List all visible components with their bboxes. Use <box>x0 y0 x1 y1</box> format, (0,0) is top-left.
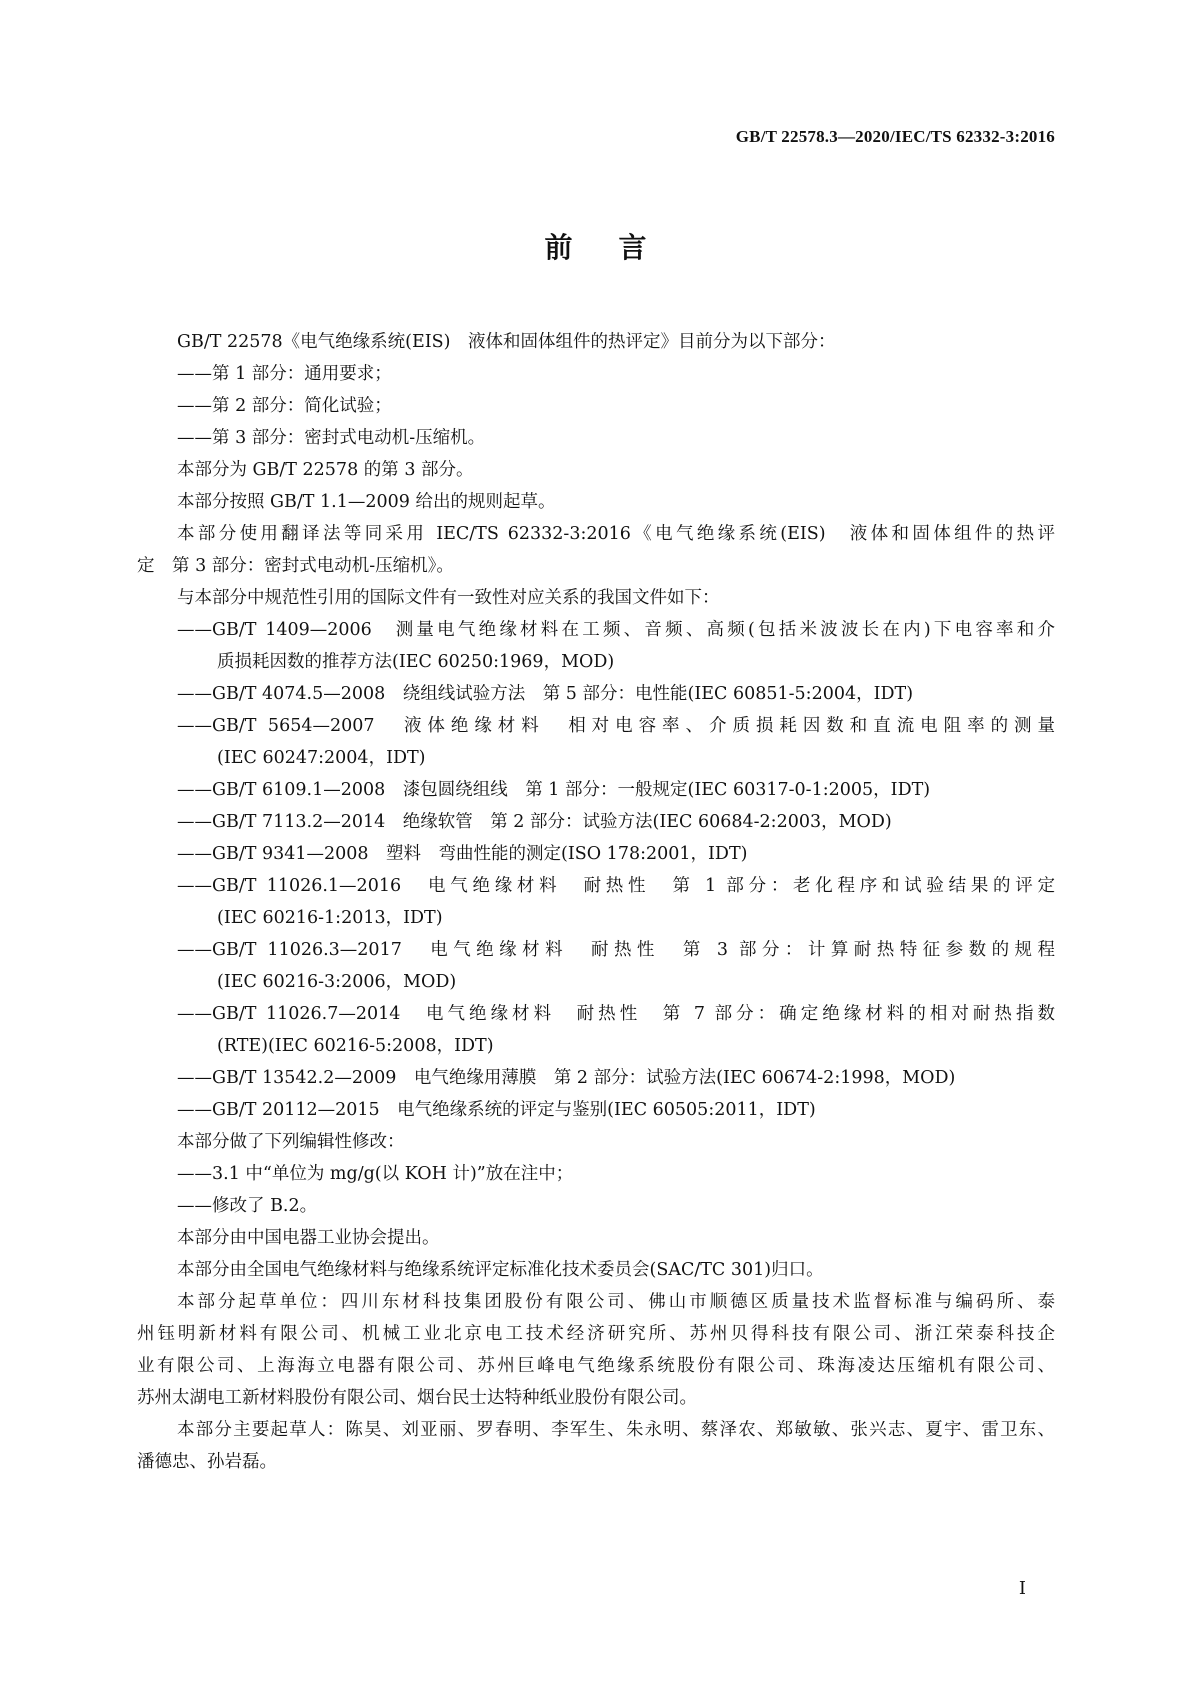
text-line: 本部分做了下列编辑性修改： <box>177 1132 405 1152</box>
text-line: 本部分主要起草人：陈昊、刘亚丽、罗春明、李军生、朱永明、蔡泽农、郑敏敏、张兴志、夏宇、雷卫东、 <box>177 1420 1055 1440</box>
text-line: ——GB/T 11026.3—2017 电气绝缘材料 耐热性 第 3 部分：计算耐热特征参数的规程 <box>177 940 1055 960</box>
text-line: ——GB/T 20112—2015 电气绝缘系统的评定与鉴别(IEC 60505:2011，IDT) <box>177 1100 816 1120</box>
text-line: ——第 1 部分：通用要求； <box>177 364 392 384</box>
text-line: ——GB/T 11026.7—2014 电气绝缘材料 耐热性 第 7 部分：确定绝缘材料的相对耐热指数 <box>177 1004 1055 1024</box>
text-line: 本部分为 GB/T 22578 的第 3 部分。 <box>177 460 474 480</box>
text-line: 业有限公司、上海海立电器有限公司、苏州巨峰电气绝缘系统股份有限公司、珠海凌达压缩机有限公司、 <box>137 1356 1055 1376</box>
text-line: ——GB/T 4074.5—2008 绕组线试验方法 第 5 部分：电性能(IEC 60851-5:2004，IDT) <box>177 684 914 704</box>
text-line: (RTE)(IEC 60216-5:2008，IDT) <box>217 1036 494 1056</box>
text-line: (IEC 60216-3:2006，MOD) <box>217 972 457 992</box>
text-line: 定 第 3 部分：密封式电动机-压缩机》。 <box>137 556 454 576</box>
text-line: 本部分由全国电气绝缘材料与绝缘系统评定标准化技术委员会(SAC/TC 301)归口。 <box>177 1260 824 1280</box>
page-title: 前言 <box>544 231 693 264</box>
text-line: GB/T 22578《电气绝缘系统(EIS) 液体和固体组件的热评定》目前分为以下部分： <box>177 332 836 352</box>
text-line: 本部分由中国电器工业协会提出。 <box>177 1228 440 1248</box>
text-line: ——第 2 部分：简化试验； <box>177 396 392 416</box>
text-line: 本部分起草单位：四川东材科技集团股份有限公司、佛山市顺德区质量技术监督标准与编码所、泰 <box>177 1292 1055 1312</box>
text-line: ——GB/T 7113.2—2014 绝缘软管 第 2 部分：试验方法(IEC 60684-2:2003，MOD) <box>177 812 892 832</box>
text-line: ——修改了 B.2。 <box>177 1196 318 1216</box>
text-line: 本部分按照 GB/T 1.1—2009 给出的规则起草。 <box>177 492 556 512</box>
text-line: 潘德忠、孙岩磊。 <box>137 1452 277 1472</box>
text-line: 本部分使用翻译法等同采用 IEC/TS 62332-3:2016《电气绝缘系统(EIS) 液体和固体组件的热评 <box>177 524 1055 544</box>
standard-code-header: GB/T 22578.3—2020/IEC/TS 62332-3:2016 <box>735 127 1055 146</box>
text-line: ——第 3 部分：密封式电动机-压缩机。 <box>177 428 486 448</box>
text-line: 苏州太湖电工新材料股份有限公司、烟台民士达特种纸业股份有限公司。 <box>137 1388 697 1408</box>
text-line: (IEC 60216-1:2013，IDT) <box>217 908 443 928</box>
text-line: 与本部分中规范性引用的国际文件有一致性对应关系的我国文件如下： <box>177 588 720 608</box>
text-line: 质损耗因数的推荐方法(IEC 60250:1969，MOD) <box>217 652 615 672</box>
text-line: ——GB/T 11026.1—2016 电气绝缘材料 耐热性 第 1 部分：老化程序和试验结果的评定 <box>177 876 1055 896</box>
text-line: ——GB/T 1409—2006 测量电气绝缘材料在工频、音频、高频(包括米波波长在内)下电容率和介 <box>177 620 1055 640</box>
text-line: (IEC 60247:2004，IDT) <box>217 748 426 768</box>
text-line: ——GB/T 5654—2007 液体绝缘材料 相对电容率、介质损耗因数和直流电阻率的测量 <box>177 716 1055 736</box>
page-number: I <box>1018 1578 1026 1599</box>
document-body <box>137 326 1055 1478</box>
text-line: ——GB/T 6109.1—2008 漆包圆绕组线 第 1 部分：一般规定(IEC 60317-0-1:2005，IDT) <box>177 780 931 800</box>
text-line: ——GB/T 9341—2008 塑料 弯曲性能的测定(ISO 178:2001，IDT) <box>177 844 748 864</box>
text-line: 州钰明新材料有限公司、机械工业北京电工技术经济研究所、苏州贝得科技有限公司、浙江荣泰科技企 <box>137 1324 1055 1344</box>
text-line: ——GB/T 13542.2—2009 电气绝缘用薄膜 第 2 部分：试验方法(IEC 60674-2:1998，MOD) <box>177 1068 956 1088</box>
text-line: ——3.1 中“单位为 mg/g(以 KOH 计)”放在注中； <box>177 1164 574 1184</box>
